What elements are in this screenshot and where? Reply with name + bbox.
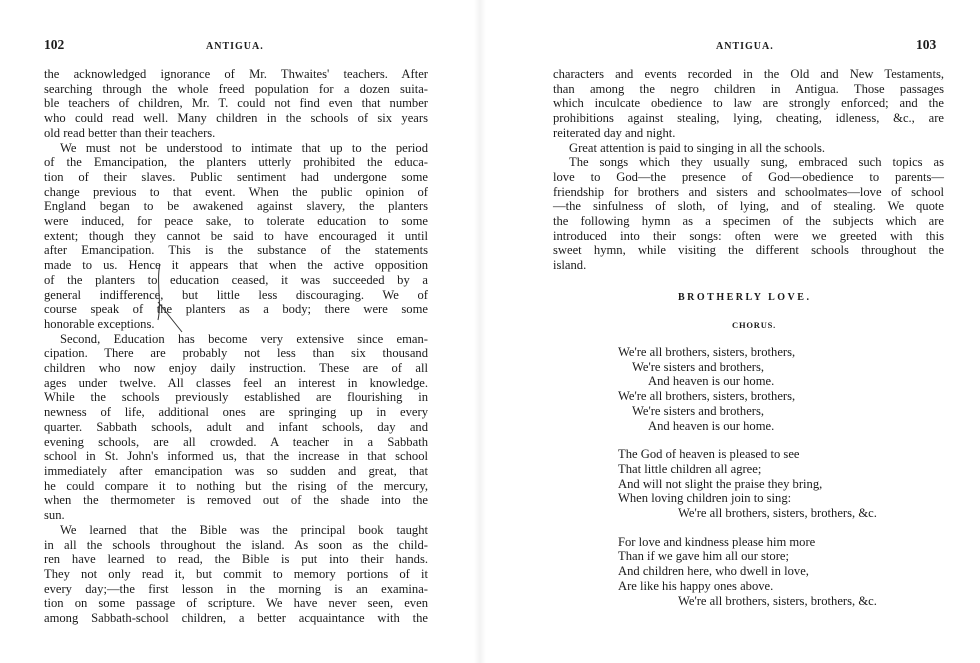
poem-line: And heaven is our home. [648,418,775,433]
page-number-right: 103 [916,37,937,52]
text-line: ren have learned to read, the Bible is put into their hands. [44,552,428,567]
right-page [490,0,980,663]
poem-line: That little children all agree; [618,461,762,476]
left-page-text [44,67,428,626]
poem-line: For love and kindness please him more [618,534,816,549]
pencil-mark [146,262,186,342]
poem-line: We're all brothers, sisters, brothers, [618,389,796,404]
text-line: tion of their slaves. Public sentiment had undergone some [44,169,428,184]
text-line: old read better than their teachers. [44,125,216,140]
text-line: introduced into their songs: often were we greeted with this [553,228,944,243]
text-line: —the sinfulness of sloth, of lying, and of stealing. We quote [553,199,944,214]
poem-line: And will not slight the praise they bring, [618,476,823,491]
text-line: island. [553,258,587,273]
text-line: every day;—the first lesson in the morning is an examina- [44,581,428,596]
poem-line: Are like his happy ones above. [618,578,774,593]
text-line: We learned that the Bible was the principal book taught [60,522,428,537]
text-line: cipation. There are probably not less than six thousand [44,346,428,361]
right-page-text [553,67,944,273]
text-line: friendship for brothers and sisters and schoolmates—love of school [553,184,944,199]
left-page [0,0,470,663]
running-head-right: ANTIGUA. [716,41,774,52]
text-line: characters and events recorded in the Old and New Testaments, [553,67,944,81]
text-line: Great attention is paid to singing in all the schools. [569,140,826,155]
text-line: the following hymn as a specimen of the subjects which are [553,214,944,229]
poem-line: We're all brothers, sisters, brothers, &c. [678,593,877,608]
text-line: general indifference, but little less discouraging. We of [44,287,428,302]
text-line: ages under twelve. All classes feel an interest in knowledge. [44,375,428,390]
text-line: love to God—the presence of God—obedience to parents— [553,169,944,184]
text-line: course speak of the planters as a body; there were some [44,302,428,317]
text-line: sweet hymn, while visiting the different schools throughout the [553,243,944,258]
text-line: tion on some passage of scripture. We have never seen, even [44,596,428,611]
text-line: who could read well. Many children in the schools of six years [44,111,428,126]
text-line: of the planters to education ceased, it was succeeded by a [44,272,428,287]
text-line: Second, Education has become very extensive since eman- [60,331,428,346]
text-line: reiterated day and night. [553,125,676,140]
text-line: of the Emancipation, the planters utterly prohibited the educa- [44,155,428,170]
poem-line: We're all brothers, sisters, brothers, &c. [678,506,877,521]
text-line: searching through the whole freed population for a dozen suita- [44,81,428,96]
text-line: We must not be understood to intimate that up to the period [60,140,428,155]
text-line: made to us. Hence it appears that when the active opposition [44,258,428,273]
text-line: the acknowledged ignorance of Mr. Thwaites' teachers. After [44,67,428,81]
text-line: immediately after emancipation was so sudden and great, that [44,463,428,478]
text-line: extent; though they cannot be said to have encouraged it until [44,228,428,243]
poem-line: Than if we gave him all our store; [618,549,790,564]
poem [618,345,877,608]
poem-line: We're sisters and brothers, [632,359,765,374]
poem-line: We're all brothers, sisters, brothers, [618,345,796,359]
text-line: children who now enjoy daily instruction. These are of all [44,361,428,376]
text-line: ble teachers of children, Mr. T. could not find even that number [44,96,428,111]
poem-chorus-label: CHORUS. [732,320,777,330]
text-line: were induced, for peace sake, to tolerate education to some [44,214,428,229]
poem-line: When loving children join to sing: [618,491,792,506]
text-line: honorable exceptions. [44,316,155,331]
text-line: after Emancipation. This is the substance of the statements [44,243,428,258]
text-line: sun. [44,508,65,523]
text-line: While the schools previously established are flourishing in [44,390,428,405]
page-number-left: 102 [44,37,65,52]
text-line: newness of life, additional ones are springing up in every [44,405,428,420]
text-line: in all the schools throughout the island. As soon as the child- [44,537,428,552]
poem-line: The God of heaven is pleased to see [618,447,800,462]
text-line: school in St. John's informed us, that the increase in that school [44,449,428,464]
text-line: he could compare it to nothing but the rising of the mercury, [44,478,428,493]
text-line: evening schools, are all crowded. A teacher in a Sabbath [44,434,428,449]
poem-line: And children here, who dwell in love, [618,564,809,579]
poem-line: We're sisters and brothers, [632,403,765,418]
text-line: change previous to that event. When the public opinion of [44,184,428,199]
poem-title: BROTHERLY LOVE. [678,292,812,303]
page-gutter [474,0,486,663]
running-head-left: ANTIGUA. [206,41,264,52]
text-line: They not only read it, but commit to memory portions of it [44,566,428,581]
text-line: than among the negro children in Antigua. Those passages [553,81,944,96]
text-line: quarter. Sabbath schools, adult and infant schools, day and [44,419,428,434]
poem-line: And heaven is our home. [648,374,775,389]
text-line: among Sabbath-school children, a better acquaintance with the [44,611,428,626]
text-line: when the thermometer is removed out of the shade into the [44,493,428,508]
text-line: England began to be awakened against slavery, the planters [44,199,428,214]
text-line: prohibitions against stealing, lying, cheating, idleness, &c., are [553,111,944,126]
text-line: The songs which they usually sung, embraced such topics as [569,155,944,170]
text-line: which inculcate obedience to law are strongly enforced; and the [553,96,944,111]
